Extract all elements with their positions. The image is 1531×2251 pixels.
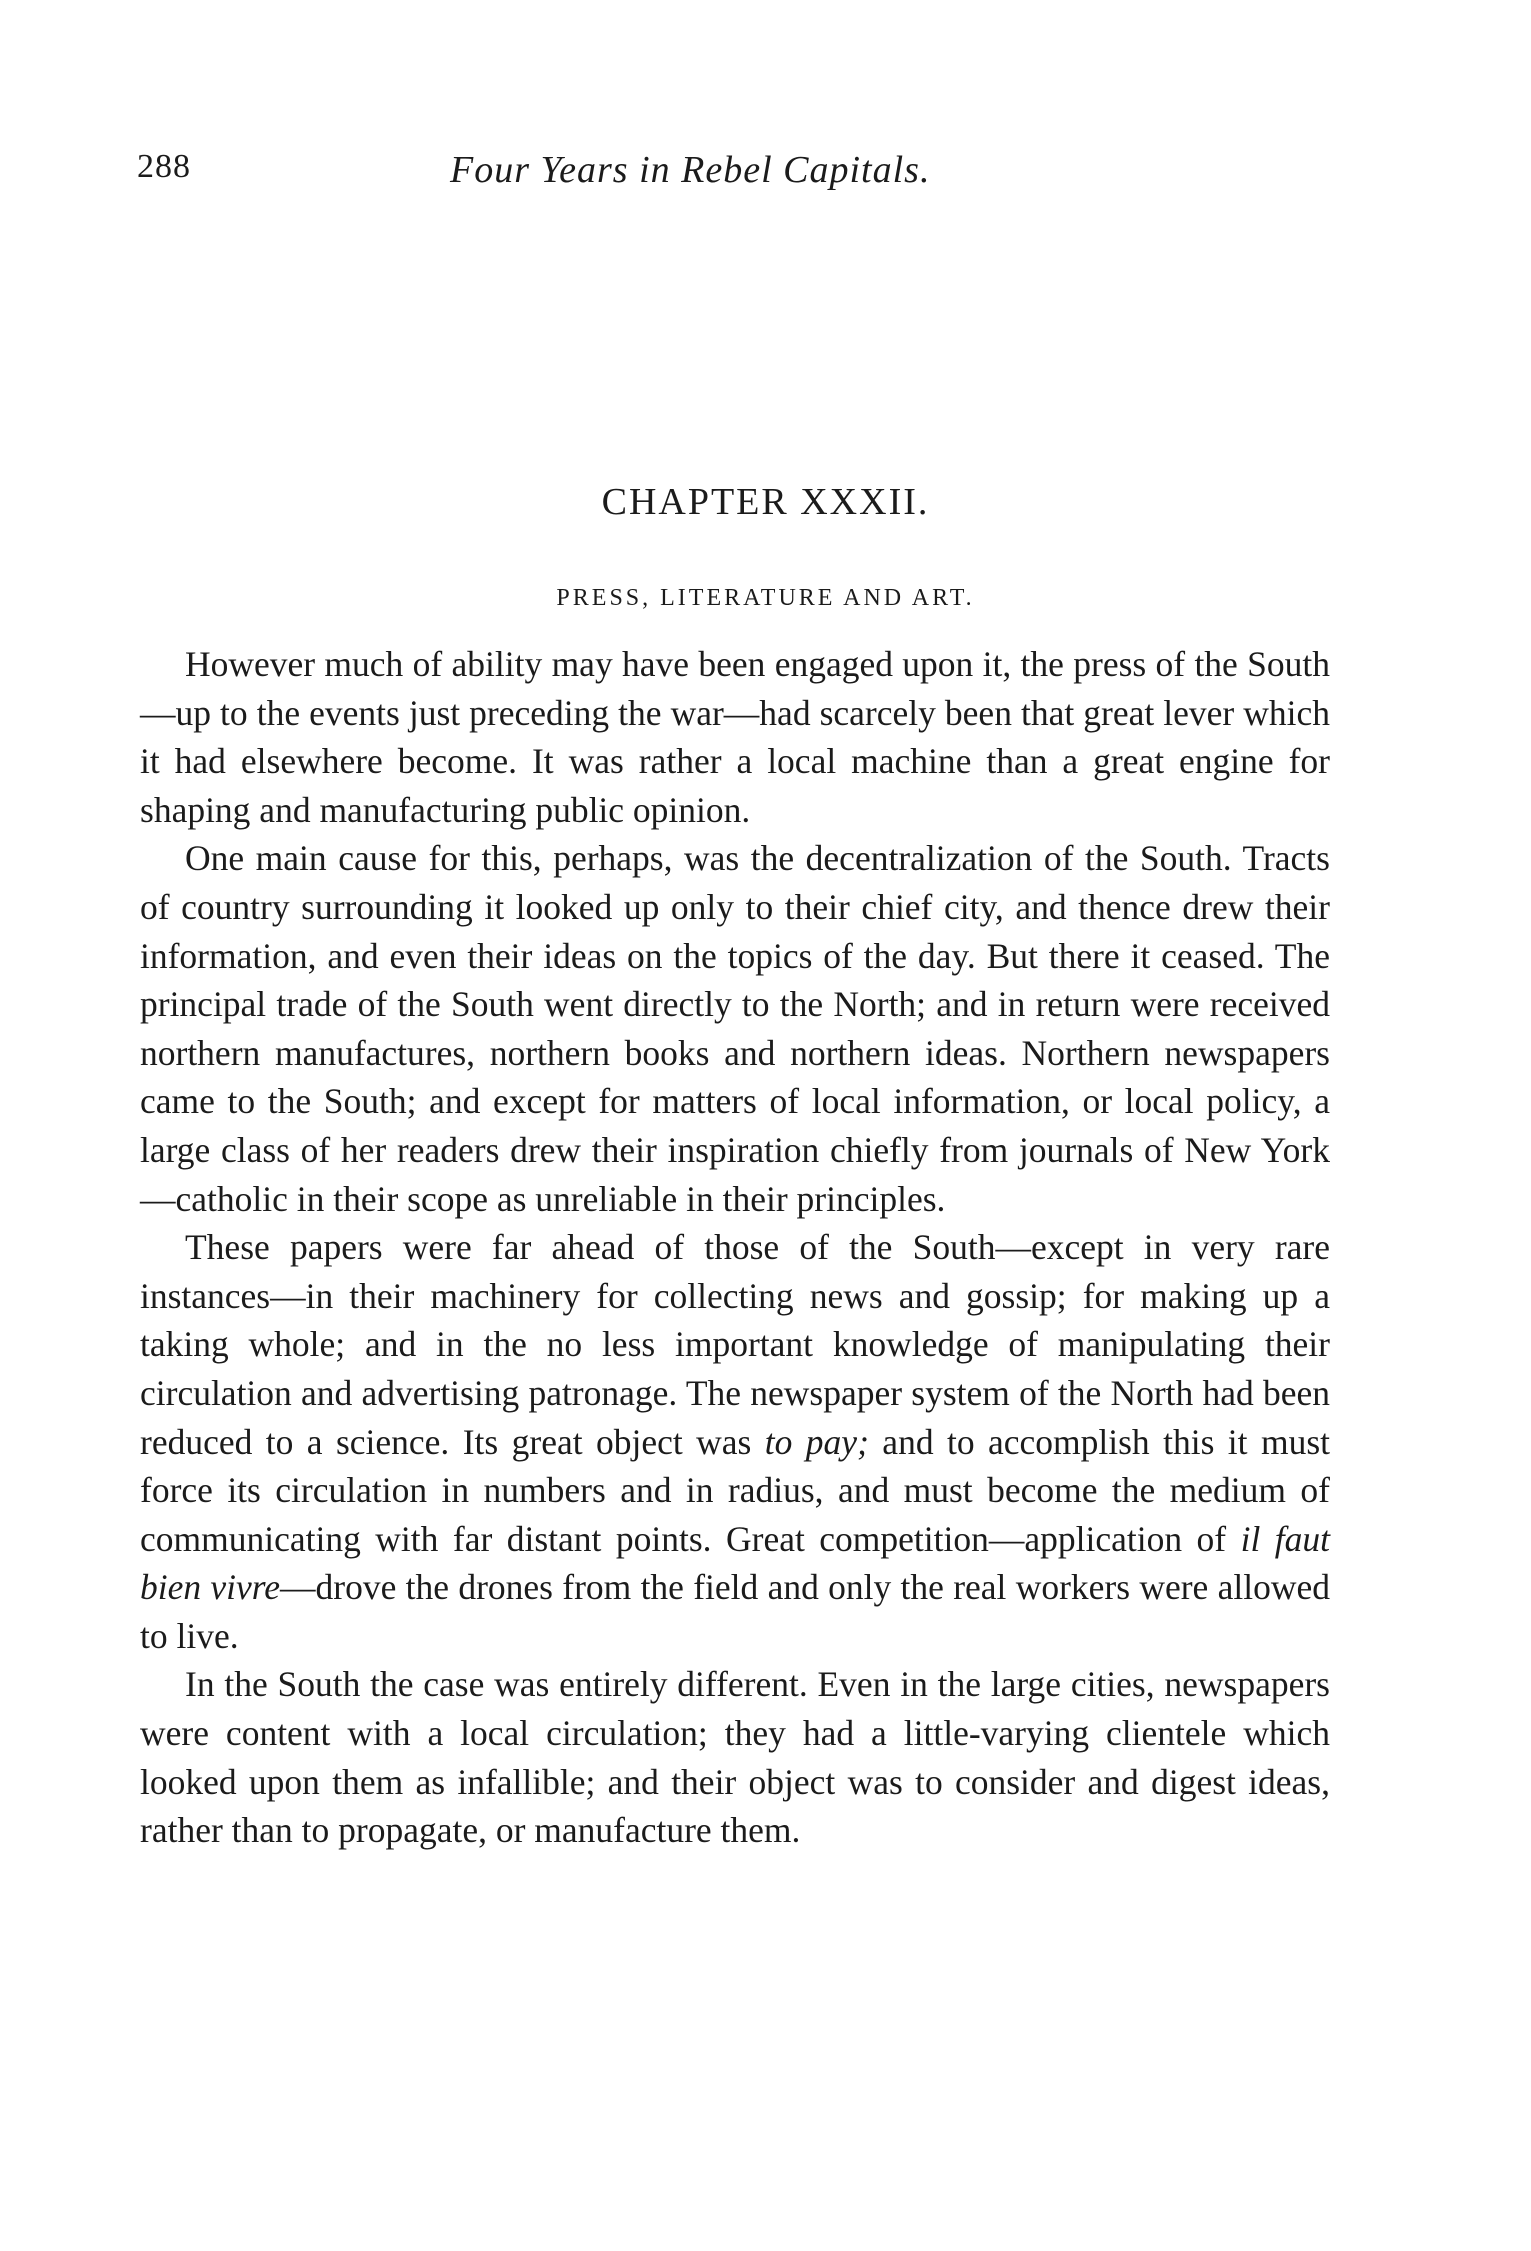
running-head [0, 148, 1531, 198]
paragraph-3-text-b: and to accomplish this it must force its circulation in numbers and in radius, and must become the medium of communicating with far distant points. Great competition—application of [140, 1421, 1330, 1559]
paragraph-1: However much of ability may have been engaged upon it, the press of the South—up to the events just preceding the war—had scarcely been that great lever which it had elsewhere become. It was rather a local machine than a great engine for shaping and manufacturing public opinion. [140, 644, 1330, 830]
paragraph-4: In the South the case was entirely different. Even in the large cities, newspapers were content with a local circulation; they had a little-varying clientele which looked upon them as infallible; and their object was to consider and digest ideas, rather than to propagate, or manufacture them. [140, 1664, 1330, 1851]
chapter-heading: CHAPTER XXXII. [601, 481, 930, 523]
paragraph-3-text-a: These papers were far ahead of those of the South—except in very rare instances—in their machinery for collecting news and gossip; for making up a taking whole; and in the no less important knowledge of manipulating their circulation and advertising patronage. The newspaper system of the North had been reduced to a science. Its great object was [140, 1227, 1330, 1462]
running-title: Four Years in Rebel Capitals. [450, 149, 931, 191]
paragraph-3-italic-b: il faut bien vivre [140, 1518, 1330, 1608]
paragraph-3-text-c: —drove the drones from the field and only the real workers were allowed to live. [140, 1567, 1330, 1656]
paragraph-3 [140, 1223, 1330, 1660]
paragraph-2: One main cause for this, perhaps, was the decentralization of the South. Tracts of country surrounding it looked up only to their chief city, and thence drew their information, and even their ideas on the topics of the day. But there it ceased. The principal trade of the South went directly to the North; and in return were received northern manufactures, northern books and northern ideas. Northern newspapers came to the South; and except for matters of local information, or local policy, a large class of her readers drew their inspiration chiefly from journals of New York—catholic in their scope as unreliable in their principles. [140, 838, 1330, 1219]
page-number: 288 [137, 148, 191, 185]
chapter-subtitle: PRESS, LITERATURE AND ART. [556, 585, 975, 611]
paragraph-3-italic-a: to pay; [764, 1421, 869, 1462]
body-text [140, 640, 1330, 1855]
